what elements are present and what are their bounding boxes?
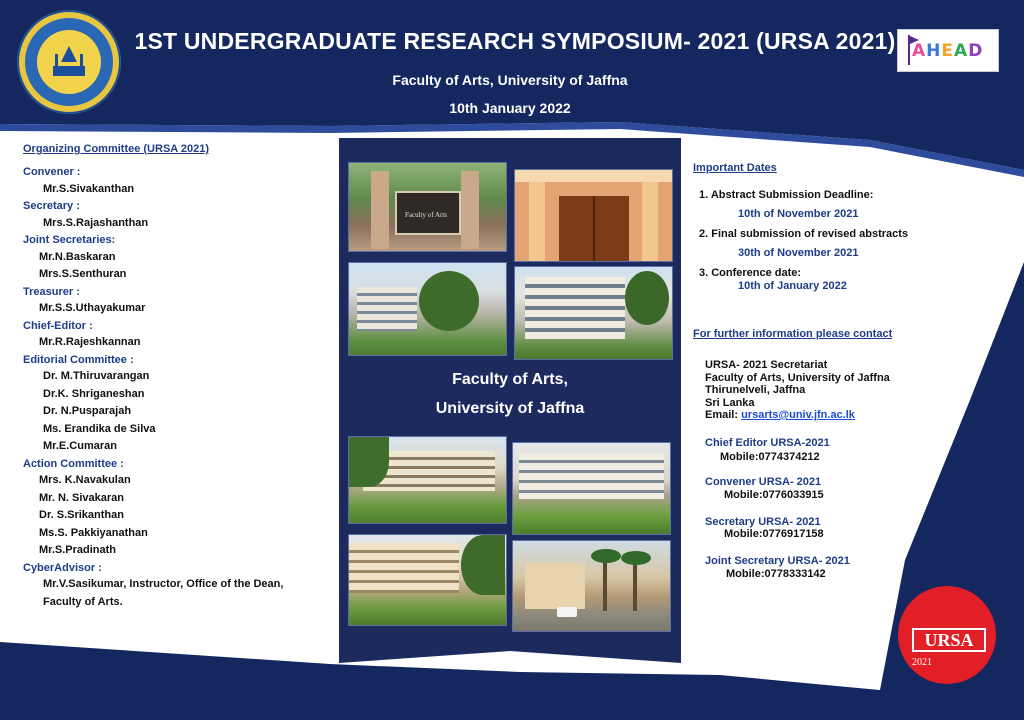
contact-person-title: Convener URSA- 2021	[705, 476, 822, 488]
committee-member: Mr.S.Pradinath	[39, 544, 117, 556]
committee-role: Joint Secretaries:	[23, 234, 116, 246]
address-line: URSA- 2021 Secretariat	[705, 359, 828, 371]
panel-title-line2: University of Jaffna	[435, 400, 585, 417]
ursa-badge-year: 2021	[912, 657, 932, 668]
address-line: Sri Lanka	[705, 396, 755, 409]
email-link[interactable]: ursarts@univ.jfn.ac.lk	[741, 409, 855, 421]
committee-member: Mr.R.Rajeshkannan	[39, 336, 141, 348]
date-item-label: 3. Conference date:	[699, 267, 802, 279]
email-label: Email:	[705, 409, 742, 421]
committee-member: Ms. Erandika de Silva	[43, 422, 156, 435]
contact-person-title: Secretary URSA- 2021	[705, 516, 821, 528]
ahead-logo-text: AHEAD	[912, 41, 984, 61]
photo-building-courtyard	[348, 262, 507, 356]
committee-member: Mr.N.Baskaran	[39, 250, 116, 263]
date-item-value: 10th of November 2021	[738, 208, 859, 220]
ahead-logo	[897, 29, 999, 72]
committee-role: Secretary :	[23, 200, 80, 212]
committee-member: Faculty of Arts.	[43, 595, 123, 608]
committee-heading: Organizing Committee (URSA 2021)	[23, 143, 210, 155]
committee-member: Mr.E.Cumaran	[43, 440, 117, 452]
address-line: Faculty of Arts, University of Jaffna	[705, 371, 890, 384]
email-line	[705, 409, 890, 422]
committee-member: Dr.K. Shriganeshan	[43, 387, 145, 400]
photo-building-wing	[514, 266, 673, 360]
contact-address	[705, 359, 890, 422]
organizing-committee	[23, 143, 323, 611]
contact-heading: For further information please contact	[693, 328, 893, 340]
panel-title-line1: Faculty of Arts,	[452, 371, 568, 388]
committee-member: Mr.S.S.Uthayakumar	[39, 302, 146, 314]
photo-wooden-doors	[514, 169, 673, 262]
committee-member: Dr. M.Thiruvarangan	[43, 370, 150, 382]
committee-member: Dr. S.Srikanthan	[39, 509, 124, 521]
photo-faculty-sign	[348, 162, 507, 252]
committee-member: Mr.V.Sasikumar, Instructor, Office of the Dean,	[43, 578, 284, 590]
contact-person-mobile: Mobile:0774374212	[720, 451, 820, 463]
committee-member: Mrs.S.Rajashanthan	[43, 216, 149, 229]
address-line: Thirunelveli, Jaffna	[705, 384, 806, 396]
committee-member: Ms.S. Pakkiyanathan	[39, 526, 148, 539]
committee-role: Editorial Committee :	[23, 353, 134, 366]
university-emblem-logo	[17, 10, 121, 114]
photo-building-path	[348, 534, 507, 626]
photo-entrance-palms	[512, 540, 671, 632]
photo-panel	[339, 138, 681, 650]
important-dates-heading: Important Dates	[693, 162, 777, 174]
contact-person-title: Chief Editor URSA-2021	[705, 437, 830, 449]
ursa-badge-name: URSA	[912, 628, 986, 652]
photo-lawn-building	[512, 442, 671, 535]
page-subtitle: Faculty of Arts, University of Jaffna	[392, 72, 628, 88]
date-item-label: 2. Final submission of revised abstracts	[699, 228, 909, 240]
committee-role: Treasurer :	[23, 285, 80, 298]
faculty-sign-text: Faculty of Arts	[405, 211, 447, 219]
photo-garden-building	[348, 436, 507, 524]
date-item-label: 1. Abstract Submission Deadline:	[699, 189, 874, 201]
contact-person-mobile: Mobile:0776917158	[724, 528, 824, 540]
event-date: 10th January 2022	[449, 100, 571, 116]
contact-person-mobile: Mobile:0776033915	[724, 489, 824, 501]
page-title: 1ST UNDERGRADUATE RESEARCH SYMPOSIUM- 2021 (URSA 2021)	[134, 28, 896, 54]
committee-role: CyberAdvisor :	[23, 561, 102, 574]
committee-member: Mr.S.Sivakanthan	[43, 182, 135, 195]
committee-role: Convener :	[23, 166, 81, 178]
committee-member: Mr. N. Sivakaran	[39, 491, 124, 504]
contact-person-mobile: Mobile:0778333142	[726, 568, 826, 580]
date-item-value: 30th of November 2021	[738, 247, 859, 259]
right-column	[693, 162, 993, 592]
committee-member: Mrs.S.Senthuran	[39, 268, 127, 280]
date-item-value: 10th of January 2022	[738, 280, 847, 292]
committee-role: Chief-Editor :	[23, 319, 93, 332]
contact-person-title: Joint Secretary URSA- 2021	[705, 555, 850, 567]
committee-member: Mrs. K.Navakulan	[39, 474, 131, 486]
committee-role: Action Committee :	[23, 457, 124, 470]
ursa-2021-badge	[898, 586, 996, 684]
committee-member: Dr. N.Pusparajah	[43, 405, 132, 417]
